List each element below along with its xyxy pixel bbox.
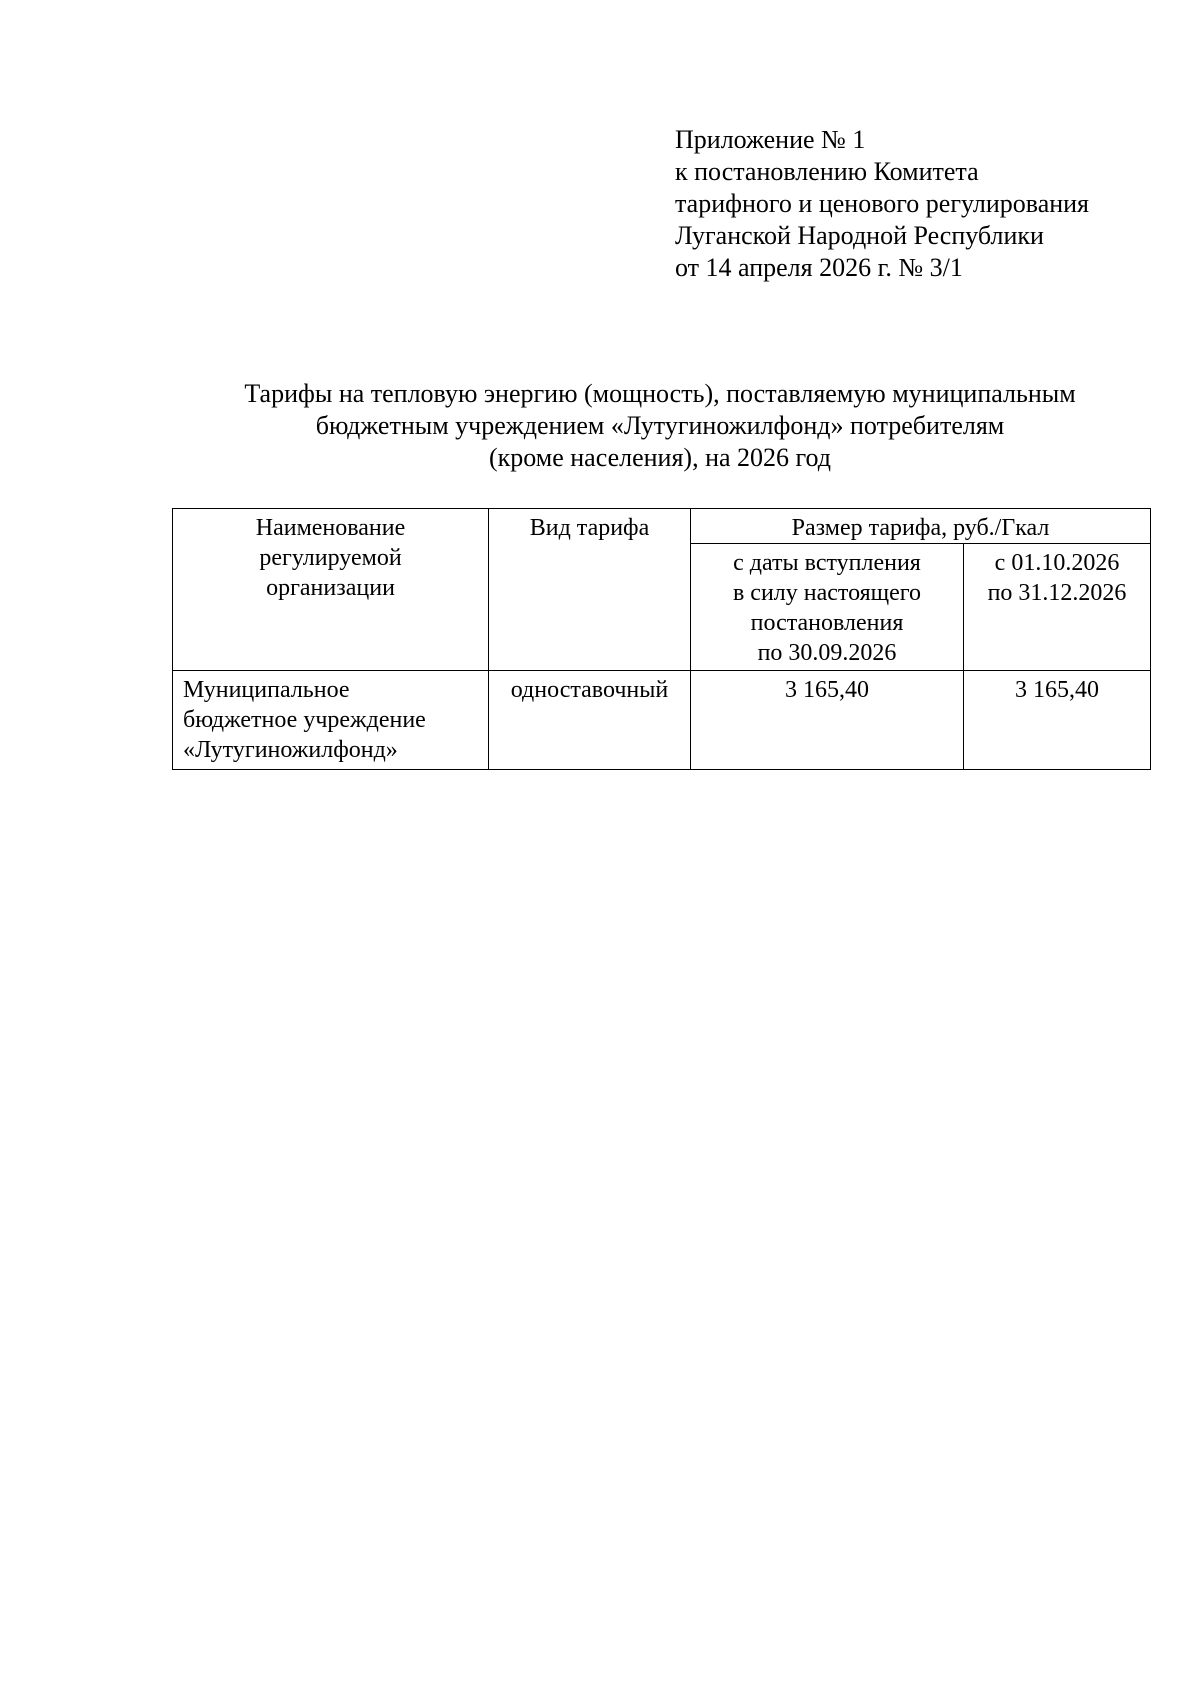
appendix-line: от 14 апреля 2026 г. № 3/1 (675, 253, 963, 282)
appendix-line: к постановлению Комитета (675, 157, 979, 186)
header-text: по 30.09.2026 (757, 640, 897, 666)
appendix-line: Луганской Народной Республики (675, 221, 1044, 250)
header-text: по 31.12.2026 (987, 580, 1127, 606)
header-text: регулируемой (259, 545, 402, 571)
title-line: бюджетным учреждением «Лутугиножилфонд» потребителям (315, 411, 1005, 440)
header-text: организации (266, 575, 395, 601)
title-line: (кроме населения), на 2026 год (488, 443, 832, 472)
header-period-2 (964, 544, 1151, 671)
header-text: постановления (750, 610, 904, 636)
header-tariff-type: Вид тарифа (489, 509, 691, 671)
header-org-name (173, 509, 489, 671)
appendix-line: тарифного и ценового регулирования (675, 189, 1090, 218)
cell-period-1-value: 3 165,40 (691, 671, 964, 770)
appendix-line: Приложение № 1 (675, 125, 866, 154)
header-tariff-size: Размер тарифа, руб./Гкал (691, 509, 1151, 544)
table-header-row (173, 509, 1151, 544)
cell-org-name (173, 671, 489, 770)
title-line: Тарифы на тепловую энергию (мощность), поставляемую муниципальным (244, 379, 1076, 408)
cell-text: Муниципальное (183, 677, 350, 703)
appendix-reference (675, 124, 1155, 284)
cell-period-2-value: 3 165,40 (964, 671, 1151, 770)
cell-text: «Лутугиножилфонд» (183, 737, 398, 763)
cell-text: бюджетное учреждение (183, 707, 426, 733)
header-text: с даты вступления (733, 550, 921, 576)
tariff-table (172, 508, 1151, 770)
cell-tariff-type: одноставочный (489, 671, 691, 770)
table-row (173, 671, 1151, 770)
header-text: Наименование (255, 515, 406, 541)
document-title (160, 378, 1160, 474)
header-text: с 01.10.2026 (994, 550, 1120, 576)
header-period-1 (691, 544, 964, 671)
header-text: в силу настоящего (732, 580, 922, 606)
